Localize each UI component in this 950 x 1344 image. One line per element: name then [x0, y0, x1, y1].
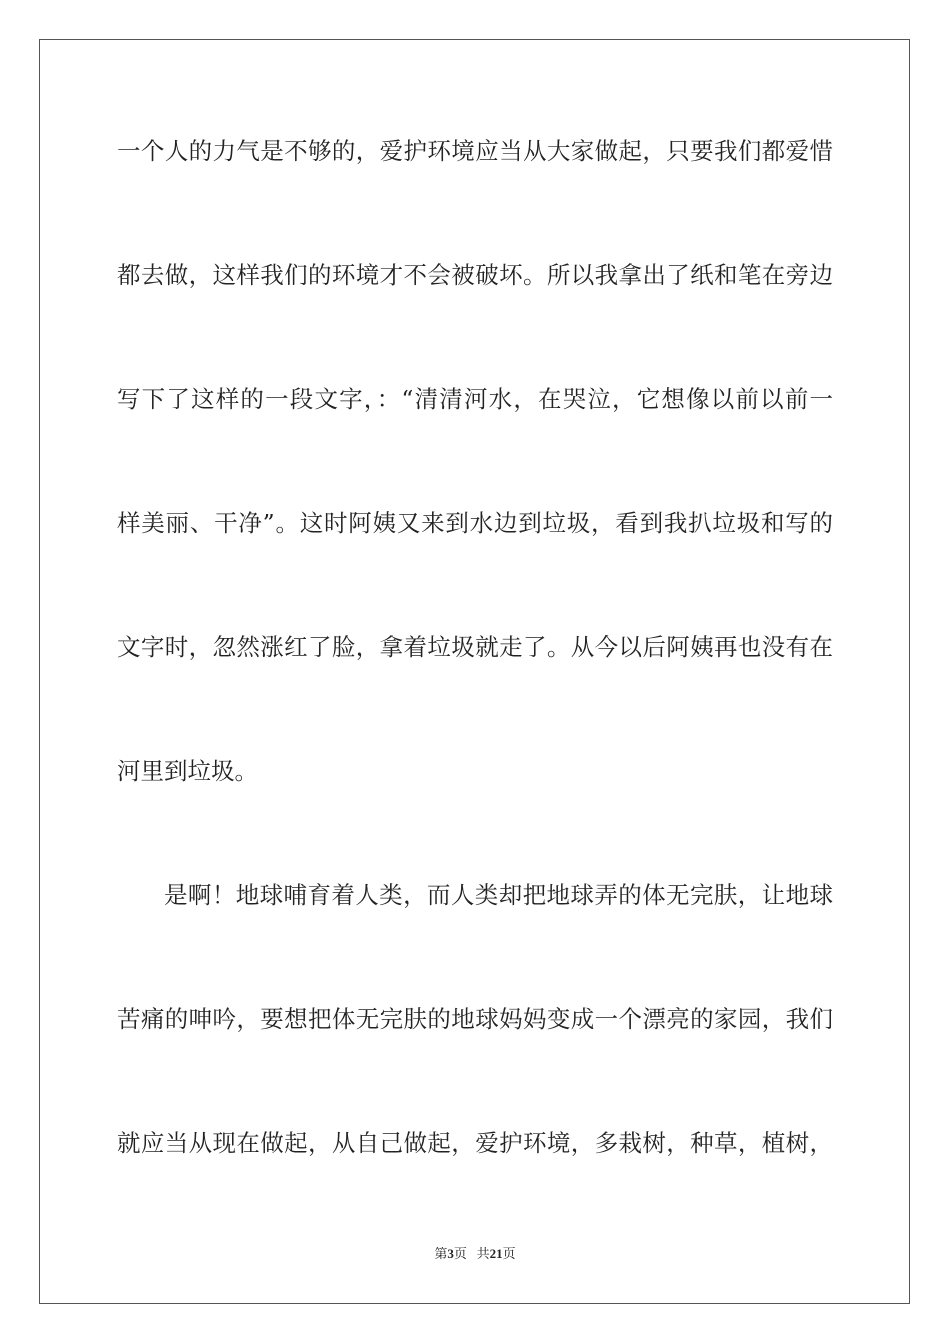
page-prefix: 第: [434, 1246, 448, 1261]
page-suffix: 页: [453, 1246, 467, 1261]
text-line-1: 一个人的力气是不够的，爱护环境应当从大家做起，只要我们都爱惜: [117, 137, 833, 165]
page-number: 3: [447, 1246, 454, 1261]
total-pages: 21: [489, 1246, 503, 1261]
text-line-8: 苦痛的呻吟，要想把体无完肤的地球妈妈变成一个漂亮的家园，我们: [117, 1005, 833, 1033]
text-line-2: 都去做，这样我们的环境才不会被破坏。所以我拿出了纸和笔在旁边: [117, 261, 833, 289]
text-line-3: 写下了这样的一段文字，：“清清河水，在哭泣，它想像以前以前一: [117, 385, 833, 413]
text-line-9: 就应当从现在做起，从自己做起，爱护环境，多栽树，种草，植树，: [117, 1129, 833, 1157]
total-suffix: 页: [502, 1246, 516, 1261]
text-line-4: 样美丽、干净”。这时阿姨又来到水边到垃圾，看到我扒垃圾和写的: [117, 509, 833, 537]
total-prefix: 共: [476, 1246, 490, 1261]
page-frame: [39, 39, 910, 1304]
text-line-6: 河里到垃圾。: [117, 757, 258, 785]
page-footer: [0, 1246, 950, 1262]
text-line-5: 文字时，忽然涨红了脸，拿着垃圾就走了。从今以后阿姨再也没有在: [117, 633, 833, 661]
text-line-7: 是啊！地球哺育着人类，而人类却把地球弄的体无完肤，让地球: [164, 881, 833, 909]
